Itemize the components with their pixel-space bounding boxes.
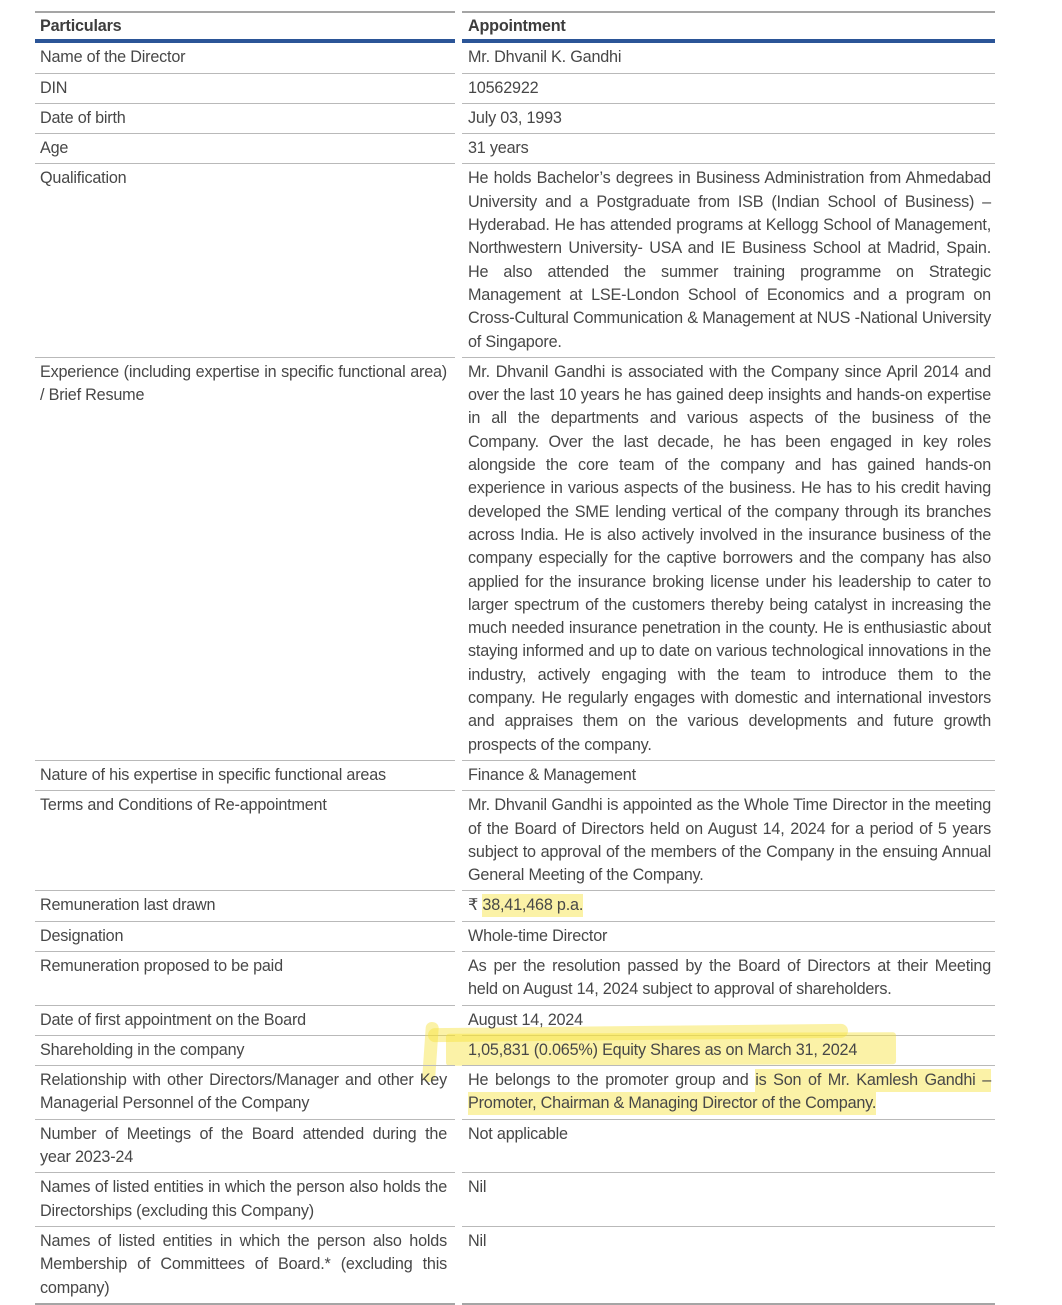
row-value [462,357,995,760]
table-row-remuneration-last-drawn [35,890,995,920]
row-label: Nature of his expertise in specific functional areas [35,760,455,790]
value-text: Mr. Dhvanil Gandhi is associated with the Company since April 2014 and over the last 10 years he has gained deep insights and hands-on expertise in all the departments and various aspects of the business of the Company. Over the last decade, he has been engaged in key roles alongside the core team of the company and has gained hands-on experience in various aspects of the business. He has to his credit having developed the SME lending vertical of the company through its branches across India. He is also actively involved in the insurance business of the company especially for the captive borrowers and the company has also applied for the insurance broking license under his leadership to cater to larger spectrum of the customers thereby being catalyst in increasing the much needed insurance penetration in the county. He is enthusiastic about staying informed and up to date on various technological innovations in the industry, actively engaging with the team to introduce them to the company. He regularly engages with domestic and international investors and appraises them on the various developments and future growth prospects of the company. [468,362,991,754]
highlighted-text: 1,05,831 (0.065%) Equity Shares as on March 31, 2024 [468,1040,858,1059]
table-row-board-meetings-attended [35,1119,995,1173]
row-value [462,1119,995,1173]
value-text: Not applicable [468,1124,568,1143]
row-value [462,951,995,1005]
table-row-experience [35,357,995,760]
row-value [462,103,995,133]
row-value [462,1005,995,1035]
value-text: Finance & Management [468,765,636,784]
table-row-qualification [35,163,995,356]
row-label: Remuneration proposed to be paid [35,951,455,1005]
table-row-terms-of-reappointment [35,790,995,890]
value-text: Whole-time Director [468,926,608,945]
row-label: DIN [35,73,455,103]
row-label: Qualification [35,163,455,356]
particulars-table-body [35,43,995,1305]
row-label: Number of Meetings of the Board attended during the year 2023-24 [35,1119,455,1173]
value-text: As per the resolution passed by the Board of Directors at their Meeting held on August 14, 2024 subject to approval of shareholders. [468,956,991,999]
row-label: Date of first appointment on the Board [35,1005,455,1035]
row-value [462,760,995,790]
value-text: He belongs to the promoter group and [468,1071,756,1090]
row-label: Age [35,133,455,163]
value-text: July 03, 1993 [468,108,562,127]
row-value [462,790,995,890]
row-value [462,163,995,356]
value-text: He holds Bachelor’s degrees in Business Administration from Ahmedabad University and a Postgraduate from ISB (Indian School of Business) – Hyderabad. He has attended programs at Kellogg School of Management, Northwestern University- USA and IE Business School at Madrid, Spain. He also attended the summer training programme on Strategic Management at LSE-London School of Economics and a program on Cross-Cultural Communication & Management at NUS -National University of Singapore. [468,169,991,351]
value-text: 10562922 [468,78,539,97]
value-text: Nil [468,1231,487,1250]
table-row-age [35,133,995,163]
table-row-shareholding [35,1035,995,1065]
value-text: 31 years [468,139,529,158]
particulars-table [35,11,995,1305]
row-value [462,1065,995,1119]
row-label: Experience (including expertise in specific functional area) / Brief Resume [35,357,455,760]
row-label: Shareholding in the company [35,1035,455,1065]
row-value [462,921,995,951]
row-label: Designation [35,921,455,951]
row-value [462,1172,995,1226]
row-value [462,890,995,920]
row-label: Names of listed entities in which the person also holds the Directorships (excluding this Company) [35,1172,455,1226]
table-row-relationship [35,1065,995,1119]
table-row-date-of-birth [35,103,995,133]
value-text: August 14, 2024 [468,1010,583,1029]
value-text: Mr. Dhvanil K. Gandhi [468,48,622,67]
row-value [462,73,995,103]
header-appointment: Appointment [462,11,995,43]
table-row-remuneration-proposed [35,951,995,1005]
table-row-other-committee-memberships [35,1226,995,1305]
row-value [462,1035,995,1065]
table-row-other-directorships [35,1172,995,1226]
table-row-first-appointment-date [35,1005,995,1035]
row-label: Relationship with other Directors/Manager and other Key Managerial Personnel of the Company [35,1065,455,1119]
row-label: Date of birth [35,103,455,133]
table-row-din [35,73,995,103]
row-value [462,1226,995,1305]
header-particulars: Particulars [35,11,455,43]
highlighted-text: is Son of Mr. Kamlesh Gandhi – Promoter, Chairman & Managing Director of the Company. [468,1069,991,1115]
highlighted-text: 38,41,468 p.a. [482,894,583,917]
table-row-name [35,43,995,72]
table-row-expertise-areas [35,760,995,790]
row-label: Terms and Conditions of Re-appointment [35,790,455,890]
row-value [462,133,995,163]
value-text: Nil [468,1178,487,1197]
table-row-designation [35,921,995,951]
row-value [462,43,995,72]
value-text: ₹ [468,896,483,915]
row-label: Remuneration last drawn [35,890,455,920]
row-label: Names of listed entities in which the person also holds Membership of Committees of Board.* (excluding this company) [35,1226,455,1305]
row-label: Name of the Director [40,48,186,67]
table-header-row [35,11,995,43]
value-text: Mr. Dhvanil Gandhi is appointed as the Whole Time Director in the meeting of the Board of Directors held on August 14, 2024 for a period of 5 years subject to approval of the members of the Company in the ensuing Annual General Meeting of the Company. [468,796,991,885]
